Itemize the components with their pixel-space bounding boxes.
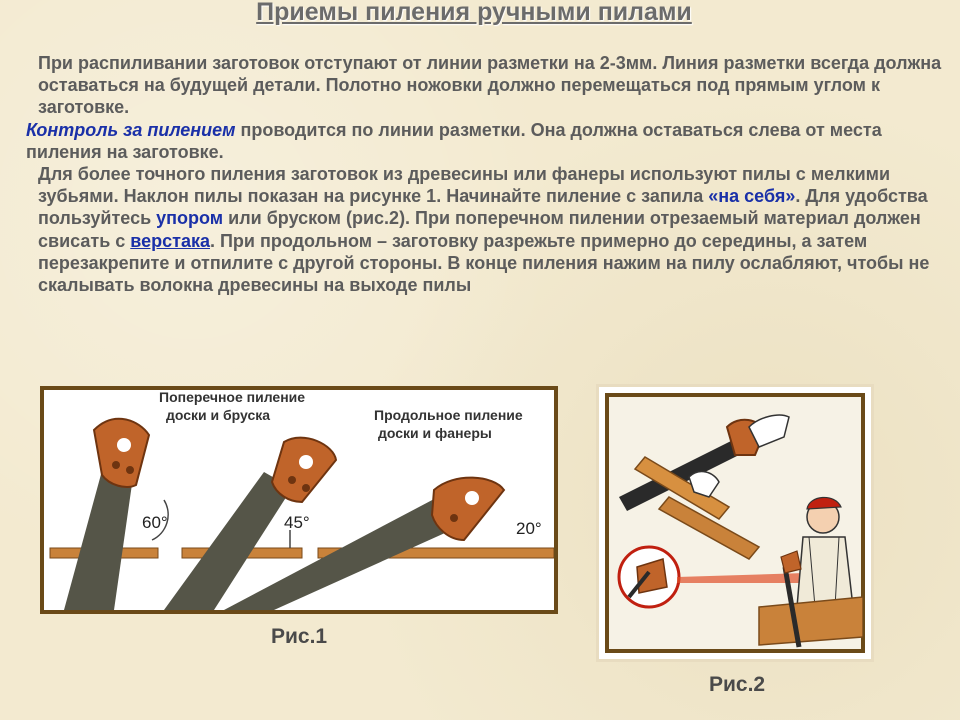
figure-1-saw-angles [40, 386, 558, 614]
figure-2-sawing-stop [596, 384, 874, 662]
highlight-stop: упором [156, 208, 224, 229]
figure-1-caption: Рис.1 [271, 625, 328, 648]
angle-45-label: 45° [284, 513, 310, 532]
label-cross-cut-line-1: Поперечное пиление [159, 390, 306, 405]
workbench-link[interactable]: верстака [130, 230, 210, 251]
paragraph-3-part-2: . Для удобства пользуйтесь [38, 186, 928, 229]
figure-2-illustration [609, 397, 863, 651]
paragraph-3-part-3: или бруском (рис.2). При поперечном пилении отрезаемый материал должен свисать с [38, 208, 921, 251]
workbench-icon [759, 597, 863, 645]
label-cross-cut-line-2: доски и бруска [166, 407, 271, 423]
boy-worker-icon [797, 497, 853, 607]
paragraph-3-part-1: Для более точного пиления заготовок из древесины или фанеры используют пилы с мелкими зубьями. Наклон пилы показан на рисунке 1. Начинайте пиление с запила [38, 164, 891, 207]
figure-2-caption: Рис.2 [709, 673, 766, 696]
paragraph-2 [26, 119, 951, 163]
label-rip-cut-line-1: Продольное пиление [374, 407, 523, 423]
paragraph-3 [26, 163, 951, 296]
highlight-control: Контроль за пилением [26, 119, 236, 140]
figure-1-illustration [44, 390, 554, 610]
body-text [26, 52, 951, 296]
saw-blade-icon [619, 437, 747, 511]
paragraph-3-part-4: . При продольном – заготовку разрежьте примерно до середины, а затем перезакрепите и отпилите с другой стороны. В конце пиления нажим на пилу ослабляют, чтобы не скалывать волокна древесины на выходе пилы [38, 230, 930, 296]
highlight-toward-self: «на себя» [708, 186, 796, 207]
paragraph-2-rest: проводится по линии разметки. Она должна оставаться слева от места пиления на заготовке. [26, 119, 882, 162]
label-rip-cut-line-2: доски и фанеры [378, 425, 492, 441]
paragraph-1: При распиливании заготовок отступают от линии разметки на 2-3мм. Линия разметки всегда должна оставаться на будущей детали. Полотно ножовки должно перемещаться под прямым углом к заготовке. [38, 53, 942, 118]
angle-20-label: 20° [516, 519, 542, 538]
figure-2-frame [605, 393, 865, 653]
page-title: Приемы пиления ручными пилами [256, 0, 692, 26]
angle-60-label: 60° [142, 513, 168, 532]
